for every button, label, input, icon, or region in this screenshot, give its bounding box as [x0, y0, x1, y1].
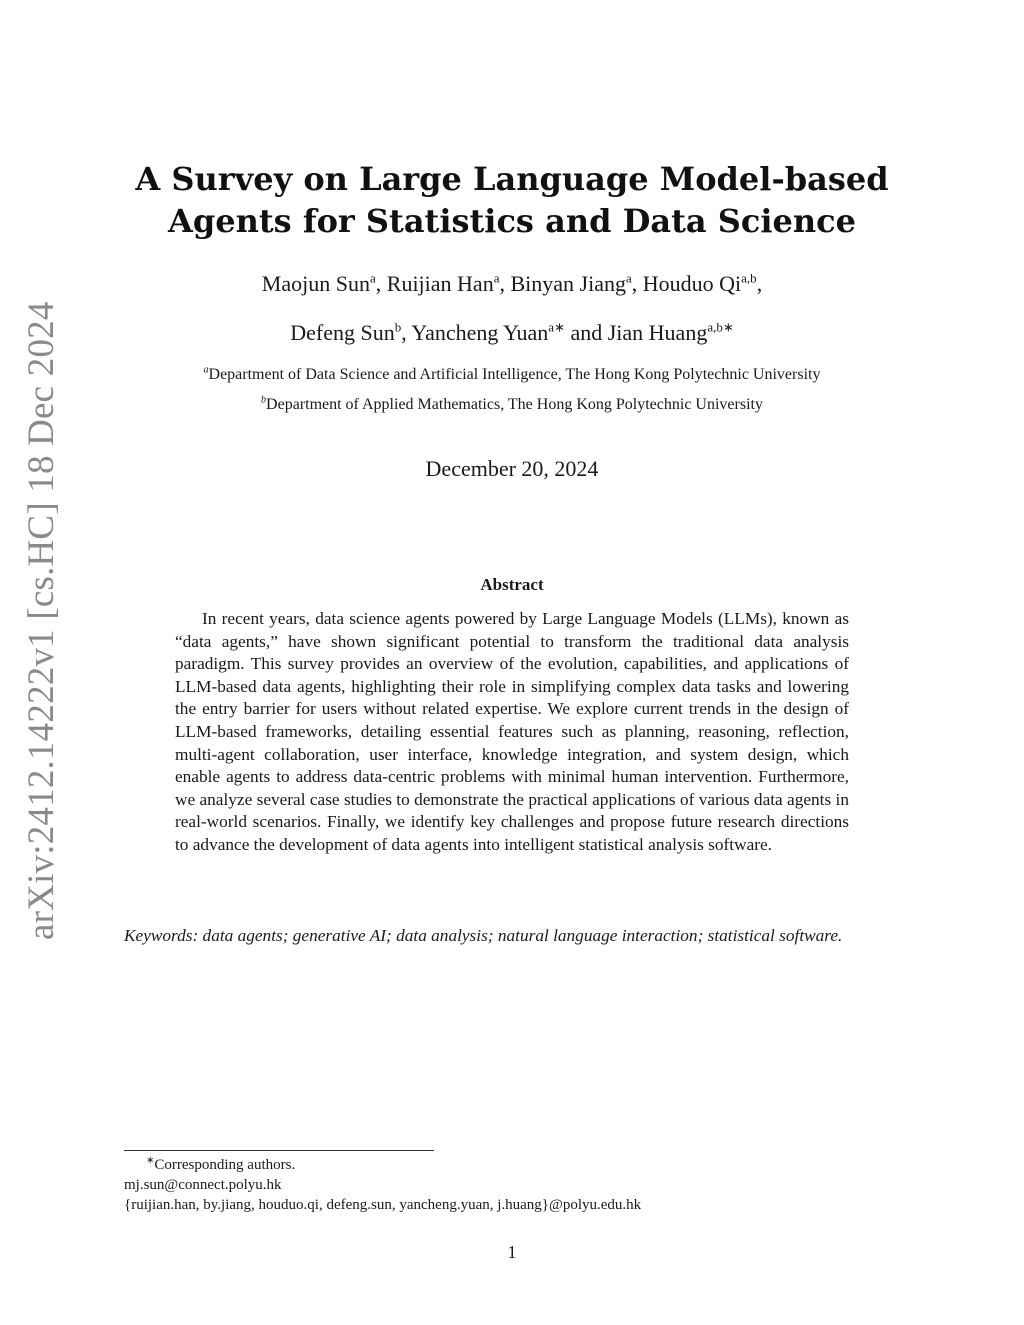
footnote-email-2: {ruijian.han, by.jiang, houduo.qi, defeng.sun, yancheng.yuan, j.huang}@polyu.edu.hk: [124, 1197, 642, 1213]
footnote-mark: ∗: [146, 1155, 155, 1166]
author-affiliation-mark: a: [625, 270, 632, 286]
author-name: Houduo Qi: [642, 271, 742, 296]
affiliation-a: [0, 366, 1024, 384]
author-separator: ,: [631, 271, 643, 296]
author-separator: and: [564, 320, 608, 345]
author-separator: ,: [756, 271, 763, 296]
footnote-divider: [124, 1150, 434, 1151]
author-affiliation-mark: a,b∗: [707, 319, 734, 335]
footnote-corresponding: [146, 1155, 926, 1175]
affiliation-b: [0, 396, 1024, 414]
author-list-line-1: [0, 271, 1024, 297]
author-name: Binyan Jiang: [510, 271, 626, 296]
author-separator: ,: [499, 271, 511, 296]
keywords: Keywords: data agents; generative AI; data analysis; natural language interaction; statistical software.: [124, 926, 843, 945]
author-separator: ,: [401, 320, 412, 345]
author-separator: ,: [375, 271, 387, 296]
title-line-1: A Survey on Large Language Model-based: [135, 160, 889, 198]
affiliation-text: Department of Data Science and Artificial Intelligence, The Hong Kong Polytechnic University: [208, 366, 821, 383]
author-name: Jian Huang: [607, 320, 708, 345]
affiliation-text: Department of Applied Mathematics, The Hong Kong Polytechnic University: [266, 396, 763, 413]
author-name: Defeng Sun: [290, 320, 395, 345]
author-name: Yancheng Yuan: [411, 320, 549, 345]
affiliation-mark: a: [203, 364, 209, 376]
footnote-text: Corresponding authors.: [154, 1157, 296, 1173]
abstract-body: In recent years, data science agents powered by Large Language Models (LLMs), known as “data agents,” have shown significant potential to transform the traditional data analysis paradigm. This survey provides an overview of the evolution, capabilities, and applications of LLM-based data agents, highlighting their role in simplifying complex data tasks and lowering the entry barrier for users without related expertise. We explore current trends in the design of LLM-based frameworks, detailing essential features such as planning, reasoning, reflection, multi-agent collaboration, user interface, knowledge integration, and system design, which enable agents to address data-centric problems with minimal human intervention. Furthermore, we analyze several case studies to demonstrate the practical applications of various data agents in real-world scenarios. Finally, we identify key challenges and propose future research directions to advance the development of data agents into intelligent statistical analysis software.: [175, 609, 849, 854]
affiliation-mark: b: [261, 394, 267, 406]
author-affiliation-mark: a∗: [548, 319, 565, 335]
title-line-2: Agents for Statistics and Data Science: [168, 202, 856, 240]
author-affiliation-mark: a,b: [741, 270, 757, 286]
footnote-email-1: mj.sun@connect.polyu.hk: [124, 1177, 282, 1193]
paper-title: [0, 158, 1024, 242]
arxiv-identifier-stamp: arXiv:2412.14222v1 [cs.HC] 18 Dec 2024: [21, 301, 62, 940]
author-name: Maojun Sun: [261, 271, 370, 296]
author-name: Ruijian Han: [386, 271, 494, 296]
author-affiliation-mark: a: [493, 270, 500, 286]
paper-date: December 20, 2024: [425, 456, 599, 481]
abstract-heading: Abstract: [480, 575, 544, 594]
page-number: 1: [507, 1242, 517, 1262]
author-affiliation-mark: a: [369, 270, 376, 286]
author-affiliation-mark: b: [394, 319, 402, 335]
author-list-line-2: [0, 320, 1024, 346]
